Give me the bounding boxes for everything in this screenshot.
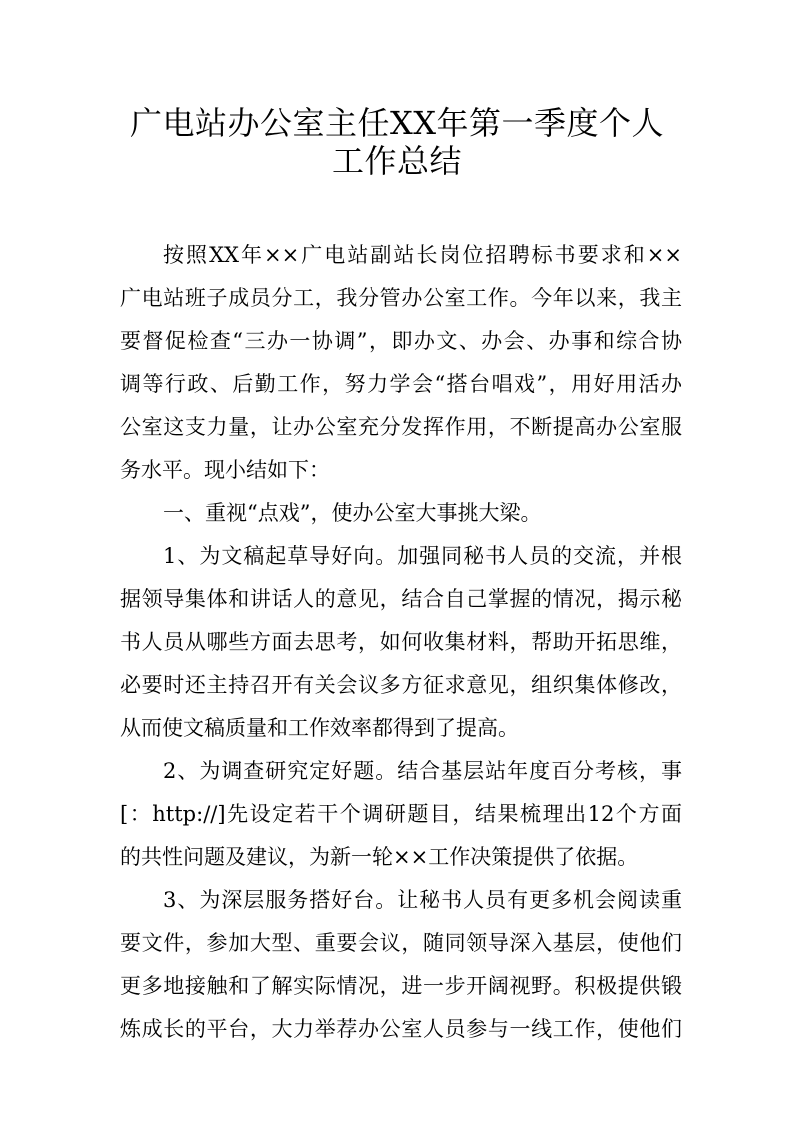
text-line: 要督促检查“三办一协调”，即办文、办会、办事和综合协 <box>120 329 682 353</box>
text-line: 炼成长的平台，大力举荐办公室人员参与一线工作，使他们 <box>120 1017 682 1041</box>
title-line-1: 广电站办公室主任XX年第一季度个人 <box>129 104 665 142</box>
text-line: 广电站班子成员分工，我分管办公室工作。今年以来，我主 <box>120 286 682 310</box>
text-line: 1、为文稿起草导好向。加强同秘书人员的交流，并根 <box>163 544 682 568</box>
text-line: 书人员从哪些方面去思考，如何收集材料，帮助开拓思维， <box>120 630 682 654</box>
text-line: 3、为深层服务搭好台。让秘书人员有更多机会阅读重 <box>163 888 682 912</box>
paragraph-item-1 <box>120 535 682 750</box>
text-line: 的共性问题及建议，为新一轮××工作决策提供了依据。 <box>120 845 639 869</box>
text-line: 按照XX年××广电站副站长岗位招聘标书要求和×× <box>163 243 682 267</box>
text-line: 公室这支力量，让办公室充分发挥作用，不断提高办公室服 <box>120 415 682 439</box>
text-line: 务水平。现小结如下： <box>120 458 330 482</box>
text-line: 要文件，参加大型、重要会议，随同领导深入基层，使他们 <box>120 931 682 955</box>
text-line: 一、重视“点戏”，使办公室大事挑大梁。 <box>163 501 542 525</box>
text-line: 调等行政、后勤工作，努力学会“搭台唱戏”，用好用活办 <box>120 372 682 396</box>
paragraph-intro <box>120 234 682 492</box>
document-body <box>120 234 682 1051</box>
text-line: 2、为调查研究定好题。结合基层站年度百分考核，事 <box>163 759 682 783</box>
document-title <box>60 104 734 180</box>
section-heading-1 <box>120 492 682 535</box>
paragraph-item-3 <box>120 879 682 1051</box>
text-line: 更多地接触和了解实际情况，进一步开阔视野。积极提供锻 <box>120 974 682 998</box>
text-line: 据领导集体和讲话人的意见，结合自己掌握的情况，揭示秘 <box>120 587 682 611</box>
paragraph-item-2 <box>120 750 682 879</box>
title-line-2: 工作总结 <box>331 142 462 180</box>
text-line: 从而使文稿质量和工作效率都得到了提高。 <box>120 716 519 740</box>
text-line: [：http://]先设定若干个调研题目，结果梳理出12个方面 <box>120 802 682 826</box>
text-line: 必要时还主持召开有关会议多方征求意见，组织集体修改， <box>120 673 682 697</box>
